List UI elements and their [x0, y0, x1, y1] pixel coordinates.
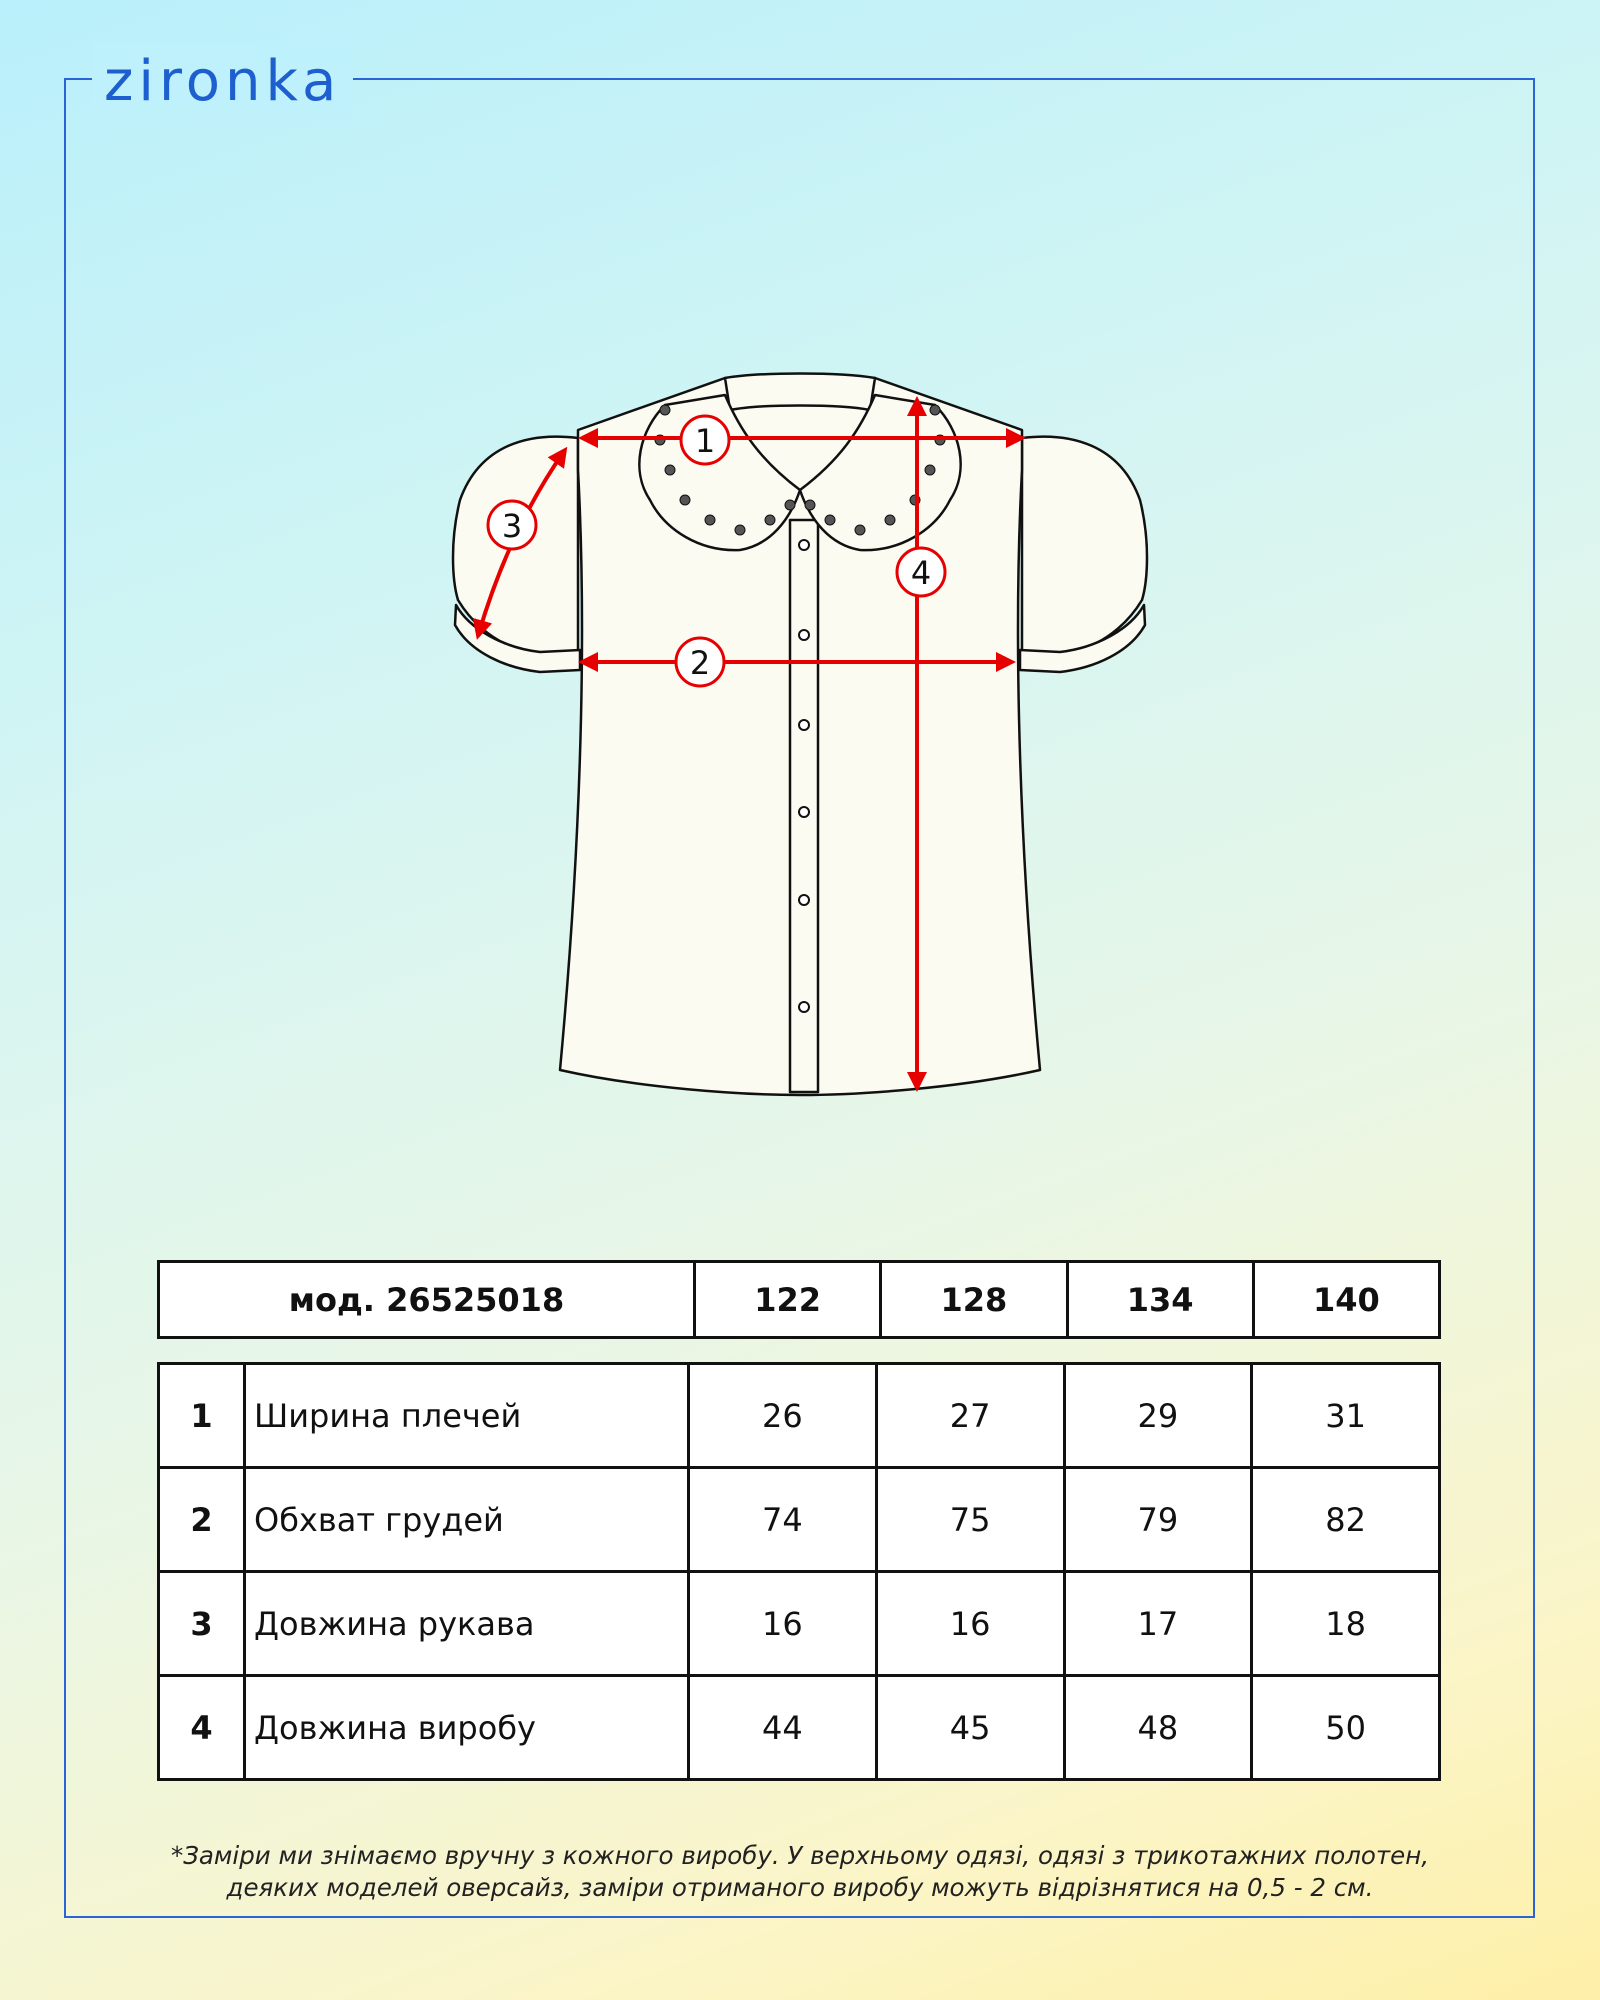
cell-value: 27 — [876, 1364, 1064, 1468]
table-row — [159, 1468, 1440, 1572]
cell-value: 44 — [689, 1676, 877, 1780]
table-row — [159, 1572, 1440, 1676]
cell-value: 74 — [689, 1468, 877, 1572]
row-number: 4 — [159, 1676, 245, 1780]
row-parameter: Ширина плечей — [245, 1364, 689, 1468]
row-number: 2 — [159, 1468, 245, 1572]
note-line-1: *Заміри ми знімаємо вручну з кожного виробу. У верхньому одязі, одязі з трикотажних полотен, — [170, 1841, 1430, 1870]
svg-text:3: 3 — [501, 507, 523, 545]
marker-4 — [897, 548, 945, 596]
row-number: 3 — [159, 1572, 245, 1676]
row-parameter: Довжина виробу — [245, 1676, 689, 1780]
row-number: 1 — [159, 1364, 245, 1468]
cell-value: 26 — [689, 1364, 877, 1468]
svg-text:1: 1 — [694, 422, 716, 460]
size-header-row — [159, 1262, 1440, 1338]
cell-value: 17 — [1064, 1572, 1252, 1676]
cell-value: 16 — [876, 1572, 1064, 1676]
marker-2 — [676, 638, 724, 686]
svg-text:2: 2 — [689, 644, 711, 682]
note-line-2: деяких моделей оверсайз, заміри отриманого виробу можуть відрізнятися на 0,5 - 2 см. — [226, 1873, 1374, 1902]
size-header-table — [157, 1260, 1441, 1339]
blouse-drawing — [453, 374, 1147, 1096]
cell-value: 75 — [876, 1468, 1064, 1572]
marker-3 — [488, 501, 536, 549]
brand-logo: zironka — [92, 42, 353, 122]
cell-value: 16 — [689, 1572, 877, 1676]
row-parameter: Обхват грудей — [245, 1468, 689, 1572]
cell-value: 45 — [876, 1676, 1064, 1780]
cell-value: 79 — [1064, 1468, 1252, 1572]
cell-value: 82 — [1252, 1468, 1440, 1572]
cell-value: 31 — [1252, 1364, 1440, 1468]
cell-value: 18 — [1252, 1572, 1440, 1676]
table-row — [159, 1364, 1440, 1468]
model-label: мод. 26525018 — [159, 1262, 695, 1338]
measurement-note — [0, 1840, 1600, 1904]
size-128: 128 — [881, 1262, 1067, 1338]
row-parameter: Довжина рукава — [245, 1572, 689, 1676]
marker-1 — [681, 416, 729, 464]
cell-value: 48 — [1064, 1676, 1252, 1780]
size-140: 140 — [1253, 1262, 1439, 1338]
table-row — [159, 1676, 1440, 1780]
cell-value: 50 — [1252, 1676, 1440, 1780]
size-122: 122 — [695, 1262, 881, 1338]
measurements-table — [157, 1362, 1441, 1781]
svg-text:4: 4 — [910, 554, 932, 592]
cell-value: 29 — [1064, 1364, 1252, 1468]
size-134: 134 — [1067, 1262, 1253, 1338]
